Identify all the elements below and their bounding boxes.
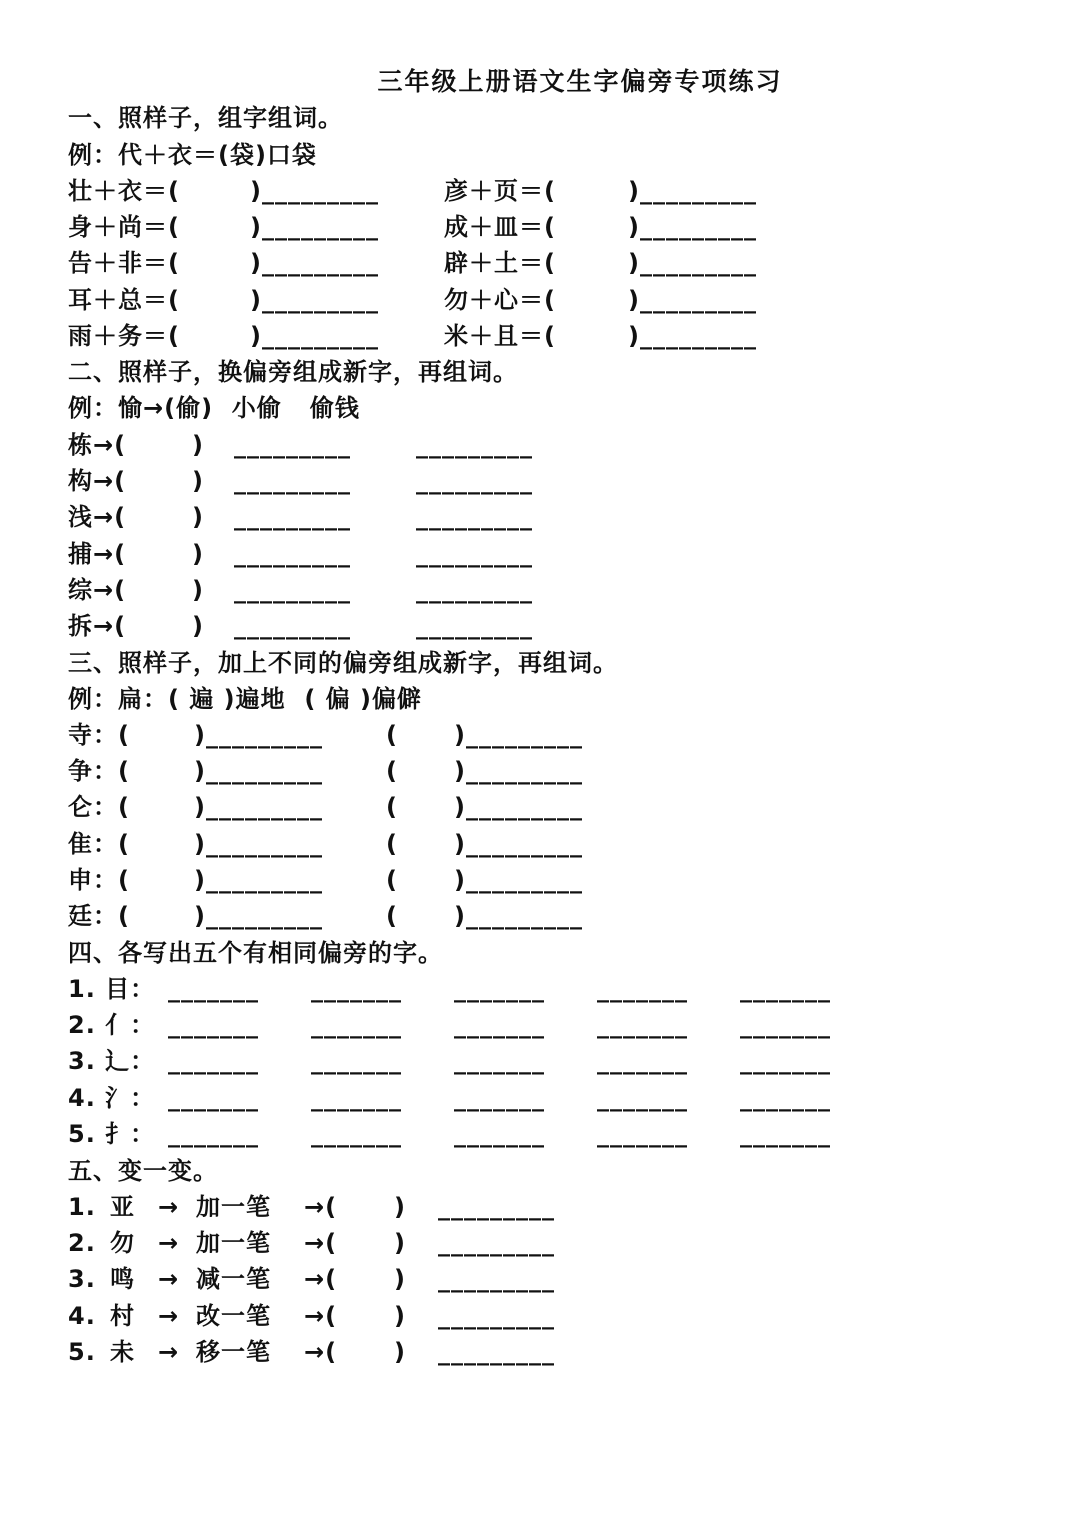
word-blank[interactable]: _________ xyxy=(438,1193,555,1221)
item-number: 4. xyxy=(68,1301,96,1330)
char-blank[interactable]: _______ xyxy=(597,1047,688,1076)
arrow-icon: → xyxy=(158,1301,180,1330)
section-1-heading: 一、照样子，组字组词。 xyxy=(68,104,343,132)
operation-label: 改一笔 xyxy=(196,1301,271,1330)
paren-close: ) xyxy=(192,431,204,459)
char-blank[interactable]: _______ xyxy=(597,1119,688,1148)
answer-blank-left[interactable]: )_________ xyxy=(250,321,379,350)
answer-blank-1[interactable]: )_________ xyxy=(194,829,323,858)
word-blank-2[interactable]: _________ xyxy=(416,503,533,532)
char-blank[interactable]: _______ xyxy=(454,1047,545,1076)
operation-label: 移一笔 xyxy=(196,1337,271,1366)
combine-prompt-right: 成＋皿＝( xyxy=(444,213,556,242)
answer-blank-left[interactable]: )_________ xyxy=(250,177,379,205)
word-blank-2[interactable]: _________ xyxy=(416,431,533,459)
word-blank-1[interactable]: _________ xyxy=(234,503,351,532)
answer-blank-right[interactable]: )_________ xyxy=(628,321,757,350)
char-blank[interactable]: _______ xyxy=(311,1047,402,1076)
item-number: 5. xyxy=(68,1337,96,1366)
combine-prompt-right: 辟＋土＝( xyxy=(444,249,556,278)
char-blank[interactable]: _______ xyxy=(168,1083,259,1112)
paren-open: →( xyxy=(304,1229,338,1258)
char-blank[interactable]: _______ xyxy=(597,1011,688,1040)
answer-blank-left[interactable]: )_________ xyxy=(250,285,379,314)
answer-blank-2[interactable]: )_________ xyxy=(454,829,583,858)
char-blank[interactable]: _______ xyxy=(454,1011,545,1040)
word-blank-2[interactable]: _________ xyxy=(416,539,533,568)
section-2-example: 例：愉→(偷) 小偷 偷钱 xyxy=(68,394,360,422)
radical-change-prompt: 浅→( xyxy=(68,503,127,532)
word-blank-2[interactable]: _________ xyxy=(416,575,533,604)
answer-blank-right[interactable]: )_________ xyxy=(628,213,757,242)
source-char: 勿 xyxy=(110,1229,135,1258)
word-blank-2[interactable]: _________ xyxy=(416,612,533,640)
answer-blank-1[interactable]: )_________ xyxy=(194,757,323,786)
char-blank[interactable]: _______ xyxy=(454,1083,545,1112)
arrow-icon: → xyxy=(158,1337,180,1366)
answer-blank-1[interactable]: )_________ xyxy=(194,721,323,749)
paren-open: →( xyxy=(304,1337,338,1366)
combine-prompt-left: 雨＋务＝( xyxy=(68,321,180,350)
paren-open: →( xyxy=(304,1193,338,1221)
answer-blank-right[interactable]: )_________ xyxy=(628,285,757,314)
char-blank[interactable]: _______ xyxy=(740,1047,831,1076)
char-blank[interactable]: _______ xyxy=(311,1083,402,1112)
combine-prompt-left: 身＋尚＝( xyxy=(68,213,180,242)
char-blank[interactable]: _______ xyxy=(740,1119,831,1148)
paren-open: ( xyxy=(386,829,398,858)
operation-label: 减一笔 xyxy=(196,1265,271,1294)
answer-blank-left[interactable]: )_________ xyxy=(250,249,379,278)
char-blank[interactable]: _______ xyxy=(454,975,545,1003)
paren-open: ( xyxy=(386,793,398,822)
answer-blank-right[interactable]: )_________ xyxy=(628,177,757,205)
paren-close: ) xyxy=(394,1265,406,1294)
paren-open: ( xyxy=(386,757,398,786)
word-blank-1[interactable]: _________ xyxy=(234,612,351,640)
radical-change-prompt: 捕→( xyxy=(68,539,127,568)
word-blank-2[interactable]: _________ xyxy=(416,467,533,496)
add-radical-prompt: 申：( xyxy=(68,865,130,894)
radical-label: 2. 亻： xyxy=(68,1011,156,1040)
paren-close: ) xyxy=(394,1229,406,1258)
char-blank[interactable]: _______ xyxy=(740,1083,831,1112)
section-1-example: 例：代＋衣＝(袋)口袋 xyxy=(68,141,317,169)
add-radical-prompt: 廷：( xyxy=(68,902,130,930)
add-radical-prompt: 寺：( xyxy=(68,721,130,749)
word-blank-1[interactable]: _________ xyxy=(234,431,351,459)
add-radical-prompt: 隹：( xyxy=(68,829,130,858)
char-blank[interactable]: _______ xyxy=(597,975,688,1003)
answer-blank-1[interactable]: )_________ xyxy=(194,865,323,894)
paren-close: ) xyxy=(192,467,204,496)
char-blank[interactable]: _______ xyxy=(311,975,402,1003)
item-number: 1. xyxy=(68,1193,96,1221)
paren-close: ) xyxy=(192,503,204,532)
radical-label: 4. 氵： xyxy=(68,1083,156,1112)
combine-prompt-right: 米＋且＝( xyxy=(444,321,556,350)
word-blank[interactable]: _________ xyxy=(438,1337,555,1366)
section-4-heading: 四、各写出五个有相同偏旁的字。 xyxy=(68,939,443,967)
radical-change-prompt: 拆→( xyxy=(68,612,127,640)
answer-blank-2[interactable]: )_________ xyxy=(454,902,583,930)
paren-close: ) xyxy=(394,1337,406,1366)
section-5-heading: 五、变一变。 xyxy=(68,1157,218,1185)
section-2-heading: 二、照样子，换偏旁组成新字，再组词。 xyxy=(68,358,518,386)
answer-blank-1[interactable]: )_________ xyxy=(194,902,323,930)
source-char: 村 xyxy=(110,1301,135,1330)
paren-close: ) xyxy=(192,612,204,640)
paren-open: →( xyxy=(304,1301,338,1330)
char-blank[interactable]: _______ xyxy=(168,1119,259,1148)
paren-open: ( xyxy=(386,721,398,749)
char-blank[interactable]: _______ xyxy=(597,1083,688,1112)
add-radical-prompt: 争：( xyxy=(68,757,130,786)
section-3-example: 例：扁：( 遍 )遍地 ( 偏 )偏僻 xyxy=(68,685,423,713)
arrow-icon: → xyxy=(158,1229,180,1258)
word-blank-1[interactable]: _________ xyxy=(234,575,351,604)
combine-prompt-right: 勿＋心＝( xyxy=(444,285,556,314)
char-blank[interactable]: _______ xyxy=(168,1047,259,1076)
answer-blank-left[interactable]: )_________ xyxy=(250,213,379,242)
radical-label: 1. 目： xyxy=(68,975,156,1003)
radical-label: 5. 扌： xyxy=(68,1119,156,1148)
word-blank[interactable]: _________ xyxy=(438,1229,555,1258)
source-char: 亚 xyxy=(110,1193,135,1221)
combine-prompt-right: 彦＋页＝( xyxy=(444,177,556,205)
combine-prompt-left: 壮＋衣＝( xyxy=(68,177,180,205)
word-blank-1[interactable]: _________ xyxy=(234,467,351,496)
word-blank-1[interactable]: _________ xyxy=(234,539,351,568)
radical-change-prompt: 栋→( xyxy=(68,431,127,459)
arrow-icon: → xyxy=(158,1265,180,1294)
answer-blank-1[interactable]: )_________ xyxy=(194,793,323,822)
combine-prompt-left: 告＋非＝( xyxy=(68,249,180,278)
word-blank[interactable]: _________ xyxy=(438,1265,555,1294)
answer-blank-2[interactable]: )_________ xyxy=(454,757,583,786)
answer-blank-2[interactable]: )_________ xyxy=(454,865,583,894)
answer-blank-2[interactable]: )_________ xyxy=(454,793,583,822)
paren-close: ) xyxy=(394,1301,406,1330)
answer-blank-right[interactable]: )_________ xyxy=(628,249,757,278)
char-blank[interactable]: _______ xyxy=(740,975,831,1003)
word-blank[interactable]: _________ xyxy=(438,1301,555,1330)
paren-open: ( xyxy=(386,865,398,894)
radical-label: 3. 辶： xyxy=(68,1047,156,1076)
page-title: 三年级上册语文生字偏旁专项练习 xyxy=(377,67,783,96)
paren-close: ) xyxy=(192,575,204,604)
char-blank[interactable]: _______ xyxy=(740,1011,831,1040)
radical-change-prompt: 构→( xyxy=(68,467,127,496)
char-blank[interactable]: _______ xyxy=(311,1011,402,1040)
char-blank[interactable]: _______ xyxy=(311,1119,402,1148)
answer-blank-2[interactable]: )_________ xyxy=(454,721,583,749)
char-blank[interactable]: _______ xyxy=(168,975,259,1003)
combine-prompt-left: 耳＋总＝( xyxy=(68,285,180,314)
operation-label: 加一笔 xyxy=(196,1193,271,1221)
add-radical-prompt: 仑：( xyxy=(68,793,130,822)
paren-close: ) xyxy=(192,539,204,568)
radical-change-prompt: 综→( xyxy=(68,575,127,604)
paren-close: ) xyxy=(394,1193,406,1221)
source-char: 未 xyxy=(110,1337,135,1366)
arrow-icon: → xyxy=(158,1193,180,1221)
char-blank[interactable]: _______ xyxy=(454,1119,545,1148)
item-number: 2. xyxy=(68,1229,96,1258)
paren-open: ( xyxy=(386,902,398,930)
operation-label: 加一笔 xyxy=(196,1229,271,1258)
source-char: 鸣 xyxy=(110,1265,135,1294)
item-number: 3. xyxy=(68,1265,96,1294)
char-blank[interactable]: _______ xyxy=(168,1011,259,1040)
paren-open: →( xyxy=(304,1265,338,1294)
section-3-heading: 三、照样子，加上不同的偏旁组成新字，再组词。 xyxy=(68,649,618,677)
